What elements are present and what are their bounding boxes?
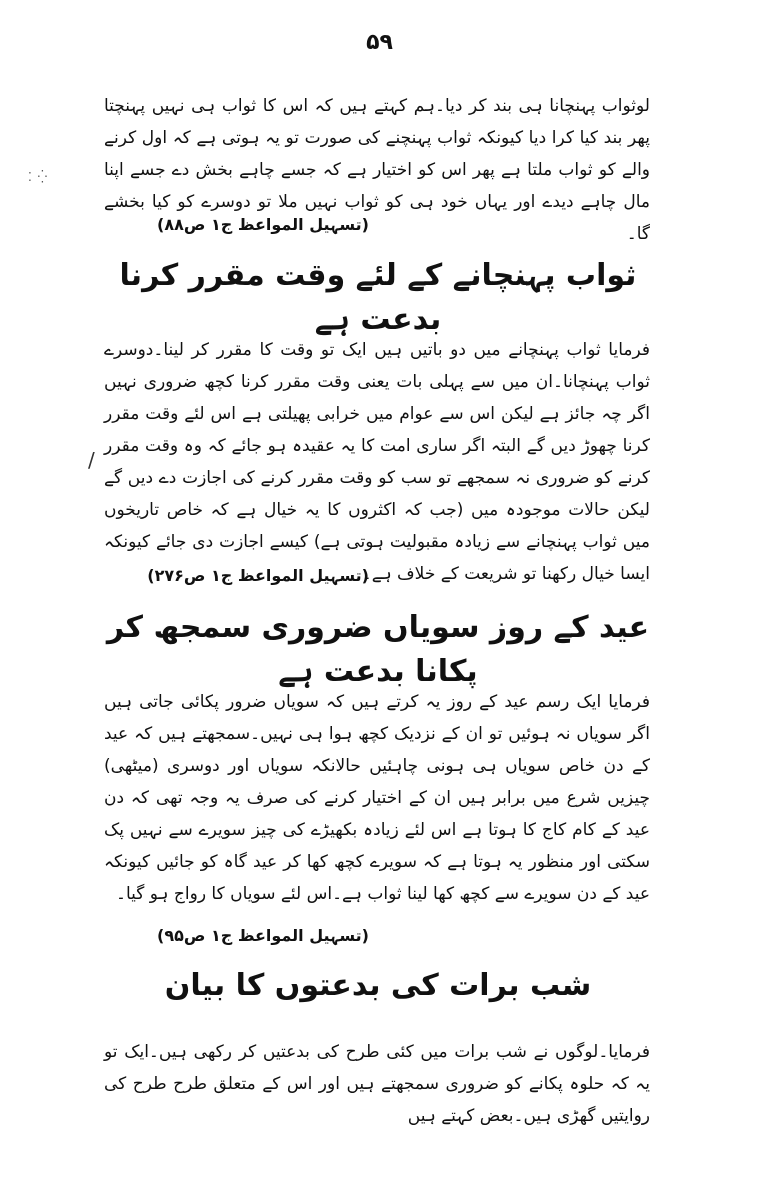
section2-heading: عید کے روز سویاں ضروری سمجھ کر پکانا بدعت ہے bbox=[106, 610, 650, 689]
section1-heading: ثواب پہنچانے کے لئے وقت مقرر کرنا بدعت ہے bbox=[119, 258, 637, 337]
section3-block bbox=[104, 1036, 650, 1126]
section1-paragraph: فرمایا ثواب پہنچانے میں دو باتیں ہیں ایک تو وقت کا مقرر کر لینا۔دوسرے ثواب پہنچانا۔ان میں سے پہلی بات یعنی وقت مقرر کرنا کچھ ضروری نہیں اگر چہ جائز ہے لیکن اس سے عوام میں خرابی پھیلتی ہے اس لئے وقت مقرر کرنا چھوڑ دیں گے البتہ اگر ساری امت کا یہ عقیدہ ہو جائے کہ وہ وقت مقرر کرنے کو ضروری نہ سمجھے تو سب کو وقت مقرر کرنے کی اجازت دے دیں گے لیکن حالات موجودہ میں (جب کہ اکثروں کا یہ خیال ہے کہ خاص تاریخوں میں ثواب پہنچانے سے زیادہ مقبولیت ہوتی ہے) کیسے اجازت دی جائے کیونکہ ایسا خیال رکھنا تو شریعت کے خلاف ہے۔ bbox=[104, 340, 650, 584]
section2-block bbox=[104, 686, 650, 906]
scan-specks: ⁚ ⁛ bbox=[28, 170, 49, 184]
section3-paragraph: فرمایا۔لوگوں نے شب برات میں کئی طرح کی بدعتیں کر رکھی ہیں۔ایک تو یہ کہ حلوہ پکانے کو ضروری سمجھتے ہیں اور اس کے متعلق طرح طرح کی روایتیں گھڑی ہیں۔بعض کہتے ہیں bbox=[104, 1042, 650, 1126]
page-number: ۵۹ bbox=[366, 30, 393, 55]
section2-reference: (تسہیل المواعظ ج۱ ص۹۵) bbox=[157, 926, 369, 945]
section1-reference: (تسہیل المواعظ ج۱ ص۲۷۶) bbox=[147, 566, 369, 585]
intro-reference: (تسہیل المواعظ ج۱ ص۸۸) bbox=[157, 215, 369, 234]
section3-heading: شب برات کی بدعتوں کا بیان bbox=[164, 968, 592, 1003]
margin-slash-mark: / bbox=[88, 448, 95, 472]
intro-paragraph: لوثواب پہنچانا ہی بند کر دیا۔ہم کہتے ہیں کہ اس کا ثواب ہی نہیں پہنچتا پھر بند کیا کرا دیا کیونکہ ثواب پہنچنے کی صورت تو یہ ہوتی ہے کہ اول کرنے والے کو ثواب ملتا ہے پھر اس کو اختیار ہے کہ جسے چاہے بخش دے جسے اپنا مال چاہے دیدے اور یہاں خود ہی کو ثواب نہیں ملا تو دوسرے کو کیا بخشے گا۔ bbox=[104, 96, 650, 244]
section2-paragraph: فرمایا ایک رسم عید کے روز یہ کرتے ہیں کہ سویاں ضرور پکائی جاتی ہیں اگر سویاں نہ ہوئیں تو ان کے نزدیک کچھ ہوا ہی نہیں۔سمجھتے ہیں کہ عید کے دن خاص سویاں ہی ہونی چاہئیں حالانکہ سویاں اور دوسری (میٹھی) چیزیں شرع میں برابر ہیں ان کے اختیار کرنے کی صرف یہ وجہ تھی کہ دن عید کے کام کاج کا ہوتا ہے اس لئے زیادہ بکھیڑے کی چیز سویرے سے نہیں پک سکتی اور منظور یہ ہوتا ہے کہ سویرے کچھ کھا کر عید گاہ کو جائیں کیونکہ عید کے دن سویرے سے کچھ کھا لینا ثواب ہے۔اس لئے سویاں کا رواج ہو گیا۔ bbox=[104, 692, 650, 904]
